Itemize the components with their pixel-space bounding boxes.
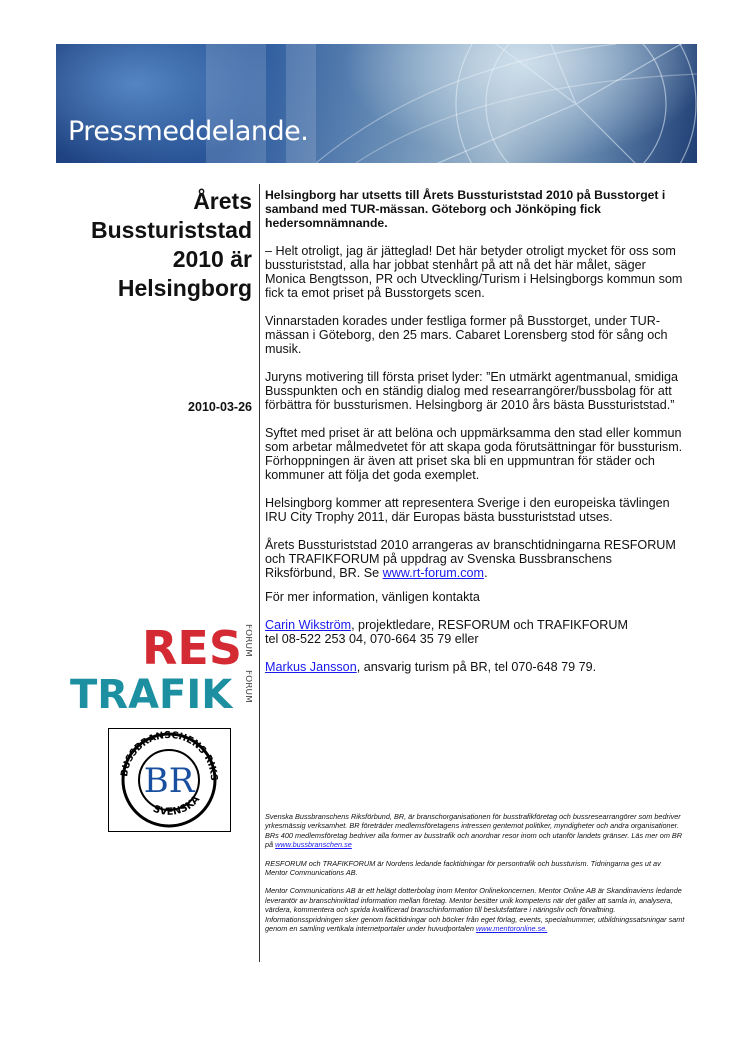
article-body (265, 188, 685, 688)
contact-1-tel: tel 08-522 253 04, 070-664 35 79 eller (265, 632, 479, 646)
bussbranschen-link[interactable]: www.bussbranschen.se (275, 840, 352, 850)
headline (40, 187, 252, 303)
trafik-logo-text: TRAFIK (70, 672, 233, 714)
paragraph: Juryns motivering till första priset lyder: ”En utmärkt agentmanual, smidiga Busspunkten och en ständig dialog med researrangörer/bussbolag för att förbättra för bussturismen. Helsingborg är 2010 års bästa Bussturiststad.” (265, 370, 678, 412)
br-ring-bottom-text: SVENSKA (151, 793, 203, 818)
paragraph: Vinnarstaden korades under festliga former på Busstorget, under TUR-mässan i Göteborg, den 25 mars. Cabaret Lorensberg stod för sång och musik. (265, 314, 668, 356)
lead-paragraph: Helsingborg har utsetts till Årets Bussturiststad 2010 på Busstorget i samband med TUR-mässan. Göteborg och Jönköping fick hedersomnämnande. (265, 188, 666, 230)
forum-logo-text: FORUM (243, 624, 252, 657)
br-center-text: BR (143, 761, 195, 801)
footer-notes (265, 812, 685, 942)
contact-1-link[interactable]: Carin Wikström (265, 618, 352, 632)
mentoronline-link[interactable]: www.mentoronline.se. (475, 924, 548, 934)
contact-2-link[interactable]: Markus Jansson (265, 660, 357, 674)
paragraph: Helsingborg kommer att representera Sverige i den europeiska tävlingen IRU City Trophy 2011, där Europas bästa bussturiststad utses. (265, 496, 670, 524)
headline-line: 2010 är (172, 246, 252, 272)
footer-note: RESFORUM och TRAFIKFORUM är Nordens ledande facktidningar för persontrafik och bussturism. Tidningarna ges ut av Mentor Communications AB. (265, 858, 661, 878)
column-divider (259, 184, 260, 962)
footer-note-text: Mentor Communications AB är ett helägt dotterbolag inom Mentor Onlinekoncernen. Mentor Online AB är Skandinaviens ledande leverantör av branschinriktad information mellan företag. Mentor besitter unik kompetens när det gäller att samla in, analysera, värdera, kommentera och sprida kvalificerad branschinformation till beslutsfattare i näringsliv och förvaltning. Informationsspridningen sker genom facktidningar och böcker från eget förlag, events, specialnummer, utbildningssatsningar samt genom en samling vertikala internetportaler under huvudportalen (265, 886, 685, 934)
br-ring-top-text: BUSSBRANSCHENS RIKS (119, 729, 220, 782)
paragraph (265, 538, 685, 580)
press-banner (56, 44, 697, 163)
contact-2-role: , ansvarig turism på BR, tel 070-648 79 79. (356, 660, 597, 674)
press-date: 2010-03-26 (188, 400, 252, 414)
headline-line: Helsingborg (117, 275, 252, 301)
paragraph-end: . (484, 566, 488, 580)
paragraph: Syftet med priset är att belöna och uppmärksamma den stad eller kommun som arbetar målmedvetet för att skapa goda förutsättningar för bussturism. Förhoppningen är även att priset ska bli en uppmuntran för städer och kommuner att följa det goda exemplet. (265, 426, 683, 482)
contact-1 (265, 618, 685, 646)
paragraph: – Helt otroligt, jag är jätteglad! Det här betyder otroligt mycket för oss som bussturiststad, alla har jobbat stenhårt på att nå det här målet, säger Monica Bengtsson, PR och Utveckling/Turism i Helsingborgs kommun som fick ta emot priset på Busstorgets scen. (265, 244, 683, 300)
resforum-trafikforum-logo (70, 622, 252, 714)
forum-logo-text: FORUM (243, 670, 252, 703)
paragraph-text: Årets Bussturiststad 2010 arrangeras av branschtidningarna RESFORUM och TRAFIKFORUM på uppdrag av Svenska Bussbranschens Riksförbund, BR. Se (265, 538, 676, 580)
footer-note (265, 886, 685, 933)
rt-forum-link[interactable]: www.rt-forum.com (382, 566, 485, 580)
contact-1-role: , projektledare, RESFORUM och TRAFIKFORUM (351, 618, 628, 632)
footer-note-text: Svenska Bussbranschens Riksförbund, BR, är branschorganisationen för busstrafikföretag och bussresearrangörer som bedriver yrkesmässig verksamhet. BR företräder medlemsföretagens intressen gentemot politiker, myndigheter och andra organisationer. BRs 400 medlemsföretag bedriver alla former av busstrafik och anordnar resor inom och utanför landets gränser. Läs mer om BR på (265, 812, 683, 850)
contact-intro: För mer information, vänligen kontakta (265, 590, 480, 604)
contact-2 (265, 660, 685, 674)
res-logo-text: RES (142, 622, 242, 675)
headline-line: Bussturiststad (90, 217, 252, 243)
br-logo (108, 728, 231, 832)
footer-note (265, 812, 685, 850)
banner-title: Pressmeddelande. (68, 116, 309, 147)
headline-line: Årets (193, 188, 252, 214)
